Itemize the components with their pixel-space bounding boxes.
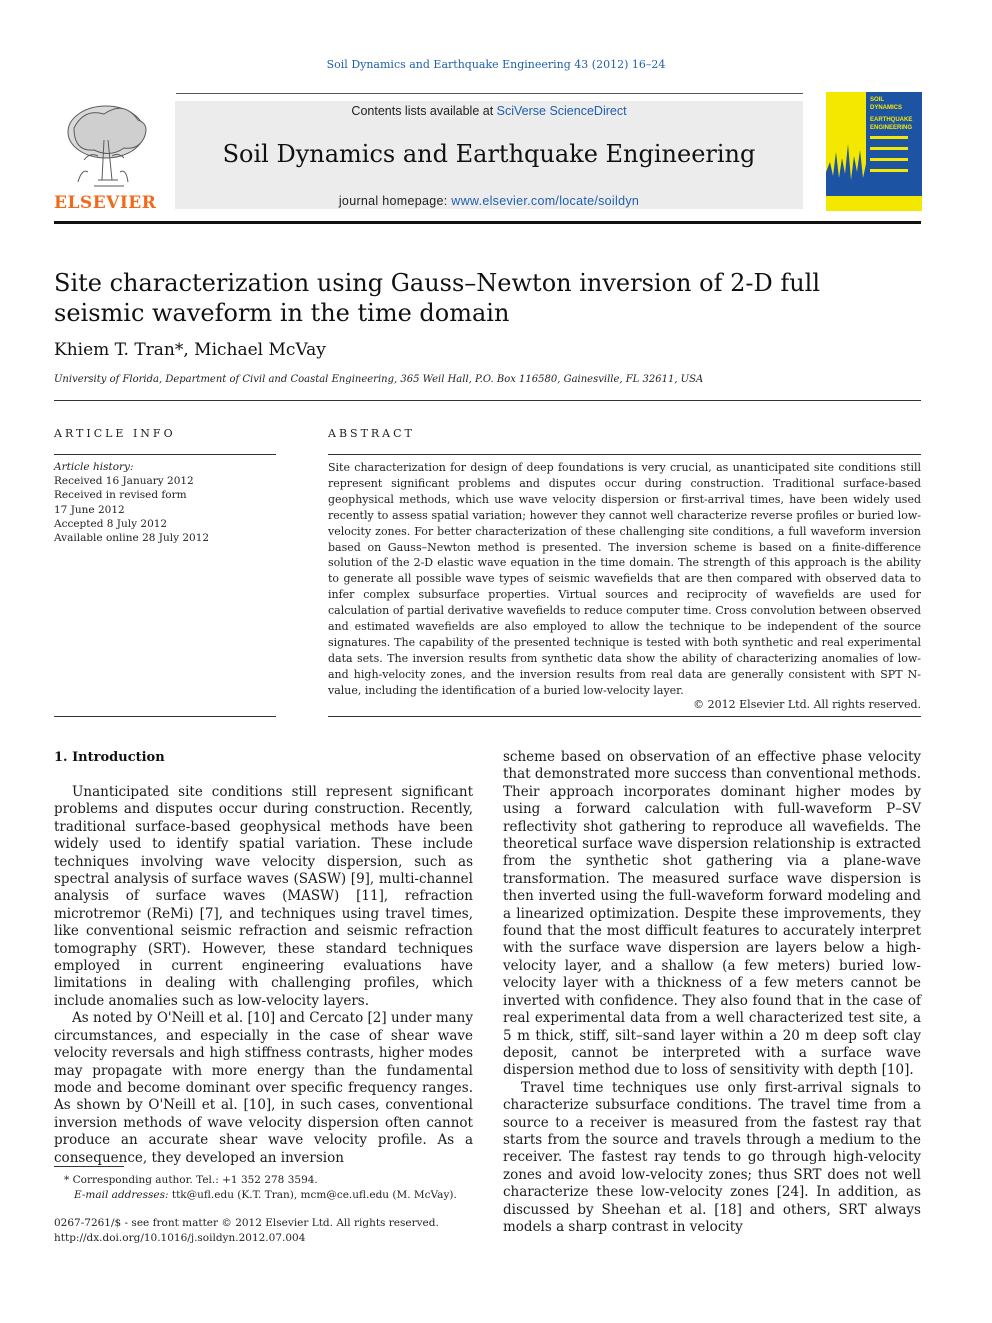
header-rule bbox=[176, 93, 803, 94]
body-paragraph: Travel time techniques use only first-arrival signals to characterize subsurface conditions. The travel time from a source to a receiver is measured from the fastest ray that starts from the source and travels through a medium to the receiver. The fastest ray tends to go through high-velocity zones and avoid low-velocity zones; thus SRT does not well characterize these low-velocity zones [24]. In addition, as discussed by Sheehan et al. [18] and others, SRT always models a sharp contrast in velocity bbox=[503, 1079, 921, 1235]
history-item: Accepted 8 July 2012 bbox=[54, 517, 168, 530]
email-note bbox=[54, 1188, 474, 1203]
body-column-left bbox=[54, 784, 473, 1167]
contents-prefix: Contents lists available at bbox=[351, 104, 497, 118]
contents-line bbox=[175, 104, 803, 118]
cover-line: ENGINEERING bbox=[870, 125, 913, 131]
article-info-heading: ARTICLE INFO bbox=[54, 427, 176, 440]
header-bottom-rule bbox=[54, 221, 921, 224]
abstract-heading: ABSTRACT bbox=[328, 427, 415, 440]
homepage-line bbox=[175, 194, 803, 208]
footnote-rule bbox=[54, 1166, 124, 1167]
cover-line: DYNAMICS bbox=[870, 105, 903, 111]
article-title: Site characterization using Gauss–Newton inversion of 2-D full seismic waveform in the time domain bbox=[54, 269, 821, 327]
title-rule bbox=[54, 400, 921, 401]
abstract-rule bbox=[328, 454, 921, 455]
author-list[interactable]: Khiem T. Tran*, Michael McVay bbox=[54, 340, 326, 360]
article-history bbox=[54, 460, 276, 545]
body-column-right bbox=[503, 749, 921, 1236]
issn-line: 0267-7261/$ - see front matter © 2012 Elsevier Ltd. All rights reserved. bbox=[54, 1217, 439, 1229]
body-paragraph: As noted by O'Neill et al. [10] and Cercato [2] under many circumstances, and especially in the case of shear wave velocity reversals and high stiffness contrasts, higher modes may propagate with more energy than the fundamental mode and become dominant over specific frequency ranges. As shown by O'Neill et al. [10], in such cases, conventional inversion methods of wave velocity dispersion often cannot produce an accurate shear wave velocity profile. As a consequence, they developed an inversion bbox=[54, 1010, 473, 1166]
corresponding-author-note: * Corresponding author. Tel.: +1 352 278 3594. bbox=[64, 1174, 318, 1186]
cover-line: SOIL bbox=[870, 97, 885, 103]
body-paragraph: Unanticipated site conditions still represent significant problems and disputes occur during construction. Recently, traditional surface-based geophysical methods have been widely used to identify spatial variation. These include techniques involving wave velocity dispersion, such as spectral analysis of surface waves (SASW) [9], multi-channel analysis of surface waves (MASW) [11], refraction microtremor (ReMi) [7], and techniques using travel times, like conventional seismic refraction and seismic refraction tomography (SRT). However, these standard techniques employed in current engineering evaluations have limitations in dealing with challenging profiles, which include anomalies such as low-velocity layers. bbox=[54, 784, 473, 1009]
abstract-bottom-rule bbox=[328, 716, 921, 717]
homepage-link[interactable]: www.elsevier.com/locate/soildyn bbox=[451, 194, 640, 208]
article-info-rule bbox=[54, 454, 276, 455]
body-paragraph: scheme based on observation of an effective phase velocity that demonstrated more success than conventional methods. Their approach incorporates dominant higher modes by using a forward calculation with full-waveform P–SV reflectivity shot gathering to reproduce all wavefields. The theoretical surface wave dispersion relationship is extracted from the synthetic shot gathering via a plane-wave transformation. The measured surface wave dispersion is then inverted using the full-waveform forward modeling and a linearized optimization. Despite these improvements, they found that the most difficult features to accurately interpret with the surface wave dispersion are layers below a high-velocity layer, and a shallow (a few meters) buried low-velocity layer with a thickness of a few meters cannot be inverted with confidence. They also found that in the case of real experimental data from a well characterized test site, a 5 m thick, stiff, silt–sand layer within a 20 m deep soft clay deposit, cannot be interpreted with a surface wave dispersion method due to loss of sensitivity with depth [10]. bbox=[503, 749, 921, 1079]
journal-cover-thumbnail[interactable] bbox=[826, 92, 922, 211]
email-addresses[interactable]: ttk@ufl.edu (K.T. Tran), mcm@ce.ufl.edu (M. McVay). bbox=[168, 1188, 457, 1201]
history-item: 17 June 2012 bbox=[54, 503, 125, 516]
history-item: Received in revised form bbox=[54, 489, 187, 502]
homepage-prefix: journal homepage: bbox=[338, 194, 452, 208]
email-label: E-mail addresses: bbox=[74, 1188, 169, 1201]
abstract-text: Site characterization for design of deep foundations is very crucial, as unanticipated site conditions still represent significant problems and disputes occur during construction. Traditional surface-based geophysical methods, which use wave velocity dispersion or first-arrival times, have been widely used recently to assess spatial variation; however they cannot well characterize reverse profiles or buried low-velocity zones. For better characterization of these challenging site conditions, a full waveform inversion based on Gauss–Newton method is presented. The inversion scheme is based on a finite-difference solution of the 2-D elastic wave equation in the time domain. The strength of this approach is the ability to generate all possible wave types of seismic wavefields that are then compared with observed data to infer complex subsurface properties. Virtual sources and reciprocity of wavefields are used for calculation of partial derivative wavefields to reduce computer time. Cross convolution between observed and estimated wavefields are also employed to allow the technique to be independent of the source signatures. The capability of the presented technique is tested with both synthetic and real experimental data sets. The inversion results from synthetic data show the ability of characterizing anomalies of low- and high-velocity zones, and the inversion results from real data are generally consistent with SPT N-value, including the identification of a buried low-velocity layer. bbox=[328, 461, 921, 697]
abstract-copyright: © 2012 Elsevier Ltd. All rights reserved. bbox=[693, 698, 921, 711]
elsevier-wordmark: ELSEVIER bbox=[54, 193, 157, 213]
affiliation: University of Florida, Department of Civil and Coastal Engineering, 365 Weil Hall, P.O. Box 116580, Gainesville, FL 32611, USA bbox=[54, 374, 704, 385]
journal-title: Soil Dynamics and Earthquake Engineering bbox=[222, 140, 756, 168]
history-label: Article history: bbox=[54, 461, 134, 473]
section-heading-introduction: 1. Introduction bbox=[54, 750, 165, 765]
issn-block bbox=[54, 1216, 474, 1245]
cover-line: EARTHQUAKE bbox=[870, 117, 913, 123]
doi-link[interactable]: http://dx.doi.org/10.1016/j.soildyn.2012.07.004 bbox=[54, 1231, 306, 1244]
journal-citation[interactable]: Soil Dynamics and Earthquake Engineering 43 (2012) 16–24 bbox=[326, 58, 666, 71]
sciencedirect-link[interactable]: SciVerse ScienceDirect bbox=[496, 104, 627, 118]
footnotes bbox=[54, 1173, 474, 1202]
history-item: Available online 28 July 2012 bbox=[54, 532, 210, 545]
article-info-bottom-rule bbox=[54, 716, 276, 717]
history-item: Received 16 January 2012 bbox=[54, 475, 194, 488]
